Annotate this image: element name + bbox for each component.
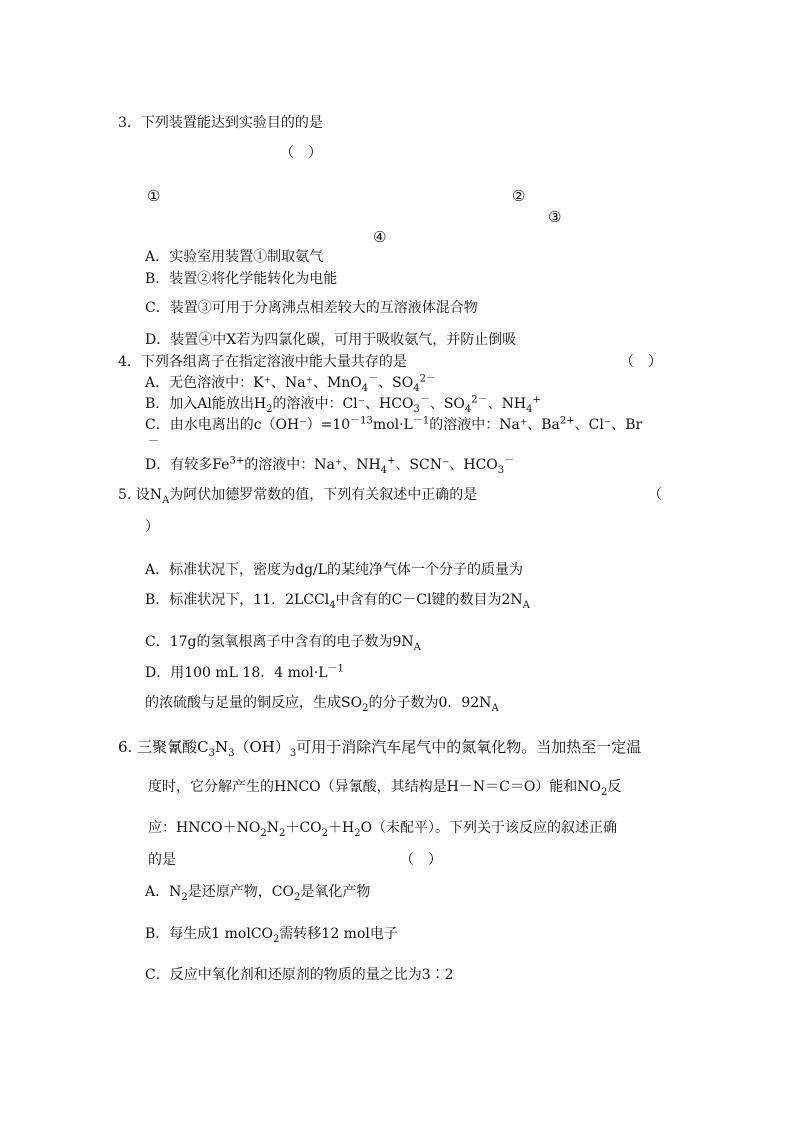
q6-option-b: B．每生成1 molCO$_2$需转移12 mol电子: [145, 926, 398, 945]
q5-stem: 5. 设$N_A$为阿伏加德罗常数的值，下列有关叙述中正确的是: [118, 487, 478, 506]
q3-option-c: C．装置③可用于分离沸点相差较大的互溶液体混合物: [145, 300, 478, 316]
q4-option-c-wrap: －: [148, 434, 159, 447]
q4-option-d: D．有较多$Fe^{3+}$的溶液中：Na⁺、$NH_4^+$、SCN⁻、$HCO_3^-$: [145, 455, 515, 476]
q5-paren-open: （: [648, 487, 662, 503]
q4-option-b: B．加入Al能放出$H_2$的溶液中：Cl⁻、$HCO_3^-$、$SO_4^{2-}$、$NH_4^+$: [145, 394, 541, 415]
q3-label-2: ②: [512, 187, 526, 205]
q6-stem-line-4: 的是: [148, 852, 176, 868]
q3-option-a: A．实验室用装置①制取氨气: [145, 249, 324, 265]
q5-paren-close: ）: [145, 519, 159, 535]
q3-stem: 3．下列装置能达到实验目的的是: [118, 115, 323, 131]
q5-option-a: A．标准状况下，密度为dg/L的某纯净气体一个分子的质量为: [145, 562, 524, 578]
q6-stem-line-2: 度时，它分解产生的HNCO（异氰酸，其结构是H－N＝C＝O）能和$NO_2$反: [148, 779, 622, 798]
q3-option-b: B．装置②将化学能转化为电能: [145, 271, 338, 287]
q6-stem-line-1: 6. 三聚氰酸$C_3N_3(OH)_3$可用于消除汽车尾气中的氮氧化物。当加热至一定温: [118, 738, 642, 759]
q5-option-b: B．标准状况下，11．2LCCl$_4$中含有的C－Cl键的数目为$2N_A$: [145, 592, 530, 611]
q4-option-c: C．由水电离出的$c(OH^-)=10^{-13}mol\cdot L^{-1}$的溶液中：Na⁺、$Ba^{2+}$、Cl⁻、Br: [145, 415, 643, 433]
q6-option-c: C．反应中氧化剂和还原剂的物质的量之比为3∶2: [145, 967, 454, 983]
q5-option-d: D．用100 mL 18．4 $mol\cdot L^{-1}$: [145, 663, 344, 681]
q6-answer-paren: （ ）: [400, 852, 442, 868]
q5-option-d-cont: 的浓硫酸与足量的铜反应，生成$SO_2$的分子数为0．$92N_A$: [145, 695, 499, 714]
q3-label-3: ③: [548, 208, 562, 226]
q4-answer-paren: （ ）: [620, 354, 662, 370]
q4-option-a: A．无色溶液中：K⁺、Na⁺、MnO$_4$－、$SO_4^{2-}$: [145, 373, 436, 394]
q6-stem-line-3: 应：$HNCO+NO_2N_2+CO_2+H_2O$（未配平）。下列关于该反应的叙述正确: [148, 820, 618, 839]
q3-label-4: ④: [373, 228, 387, 246]
q4-stem: 4．下列各组离子在指定溶液中能大量共存的是: [118, 354, 407, 370]
q5-option-c: C．17g的氢氧根离子中含有的电子数为$9N_A$: [145, 634, 421, 653]
q3-answer-paren: （ ）: [280, 145, 322, 161]
q3-label-1: ①: [147, 187, 161, 205]
q3-option-d: D．装置④中X若为四氯化碳，可用于吸收氨气，并防止倒吸: [145, 332, 517, 348]
q6-option-a: A．$N_2$是还原产物，$CO_2$是氧化产物: [145, 884, 371, 903]
